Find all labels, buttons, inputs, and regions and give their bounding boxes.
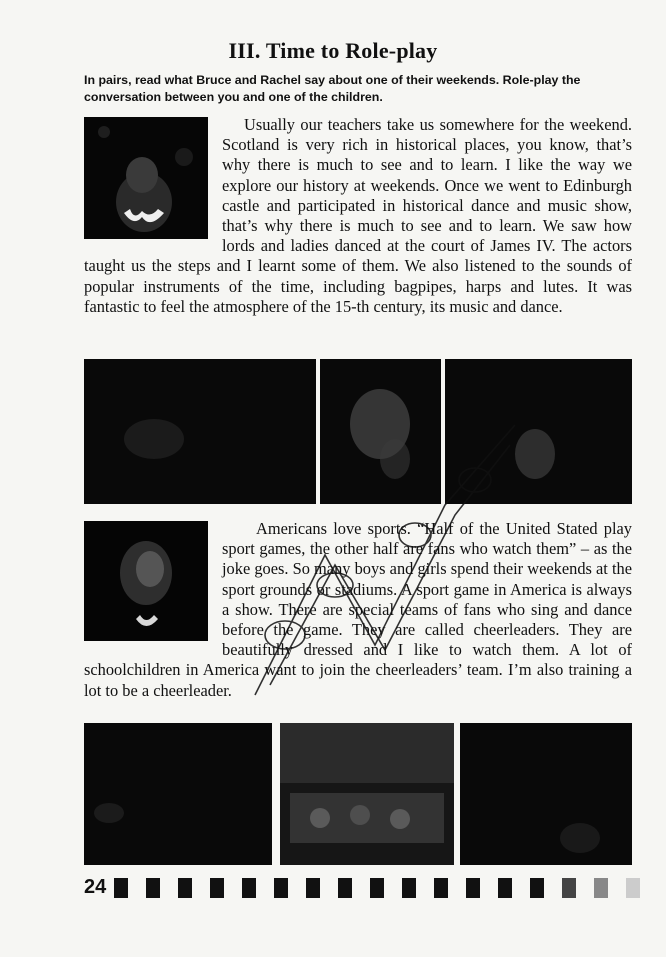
bruce-paragraph: Usually our teachers take us somewhere for the weekend. Scotland is very rich in historical places, you know, that’s why there is much to see and to learn. I like the way we explore our history at weekends. Once we went to Edinburgh castle and participated in historical dance and music show, that’s why there is much to see and to learn. We saw how lords and ladies danced at the court of James IV. The actors taught us the steps and I learnt some of them. We also listened to the sounds of popular instruments of the time, including bagpipes, harps and lutes. It was fantastic to feel the atmosphere of the 15-th century, its music and dance. xyxy=(84,115,632,316)
page-number: 24 xyxy=(84,876,107,898)
page-footer xyxy=(84,876,644,904)
dance-photo-right xyxy=(445,359,632,504)
cheerleaders-photo-right xyxy=(460,723,632,865)
dance-photo-left xyxy=(84,359,316,504)
task-instruction: In pairs, read what Bruce and Rachel say about one of their weekends. Role-play the conversation between you and one of the children. xyxy=(84,73,581,104)
rachel-paragraph: Americans love sports. “Half of the United Stated play sport games, the other half are fans who watch them” – as the joke goes. So many boys and girls spend their weekends at the sport grounds or stadiums. A sport game in America is always a show. There are special teams of fans who sing and dance before the game. They are called cheerleaders. They are beautifully dressed and I like to watch them. A lot of schoolchildren in America want to join the cheerleaders’ team. I’m also training a lot to be a cheerleader. xyxy=(84,519,632,700)
cheerleaders-photo-middle xyxy=(280,723,454,865)
cheerleaders-photo-left xyxy=(84,723,272,865)
dance-photo-middle xyxy=(320,359,441,504)
bruce-paragraph-block xyxy=(84,115,632,317)
bruce-portrait-photo xyxy=(84,117,208,239)
section-title: III. Time to Role-play xyxy=(228,38,438,63)
rachel-portrait-photo xyxy=(84,521,208,641)
rachel-paragraph-block xyxy=(84,519,632,701)
